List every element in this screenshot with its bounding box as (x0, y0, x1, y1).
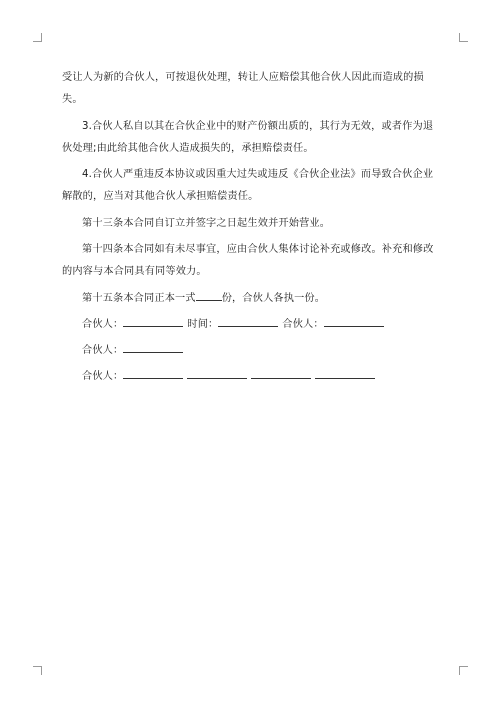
partner-signature-blank (123, 369, 183, 379)
paragraph-breach-liability: 4.合伙人严重违反本协议或因重大过失或违反《合伙企业法》而导致合伙企业解散的，应当对其他合伙人承担赔偿责任。 (62, 169, 434, 202)
article-14: 第十四条本合同如有未尽事宜，应由合伙人集体讨论补充或修改。补充和修改的内容与本合同具有同等效力。 (62, 244, 434, 277)
signature-row-2 (62, 340, 438, 362)
crop-mark-top-right (459, 33, 468, 42)
partner-signature-blank (123, 343, 183, 353)
paragraph-pledge-invalid: 3.合伙人私自以其在合伙企业中的财产份额出质的，其行为无效，或者作为退伙处理;由此给其他合伙人造成损失的，承担赔偿责任。 (62, 120, 434, 154)
crop-mark-bottom-left (33, 666, 42, 675)
signature-row-1 (62, 314, 438, 336)
partner-label: 合伙人： (82, 319, 124, 330)
partner-signature-blank (324, 317, 384, 327)
paragraph-transfer-loss: 受让人为新的合伙人，可按退伙处理，转让人应赔偿其他合伙人因此而造成的损失。 (62, 72, 424, 105)
time-label: 时间： (187, 319, 219, 330)
partner-label: 合伙人： (82, 345, 124, 356)
crop-mark-bottom-right (459, 666, 468, 675)
partner-signature-blank (251, 369, 311, 379)
time-blank (218, 317, 278, 327)
document-body (62, 67, 438, 392)
partner-signature-blank (187, 369, 247, 379)
partner-label: 合伙人： (82, 371, 124, 382)
partner-signature-blank (315, 369, 375, 379)
article-15 (62, 288, 438, 310)
copies-count-blank (196, 291, 222, 301)
crop-mark-top-left (33, 33, 42, 42)
partner-signature-blank (123, 317, 183, 327)
partner-label: 合伙人： (282, 319, 324, 330)
article-15-prefix: 第十五条本合同正本一式 (82, 292, 196, 304)
article-15-suffix: 份，合伙人各执一份。 (221, 292, 326, 304)
article-13: 第十三条本合同自订立并签字之日起生效并开始营业。 (82, 217, 331, 229)
signature-row-3 (62, 366, 438, 388)
